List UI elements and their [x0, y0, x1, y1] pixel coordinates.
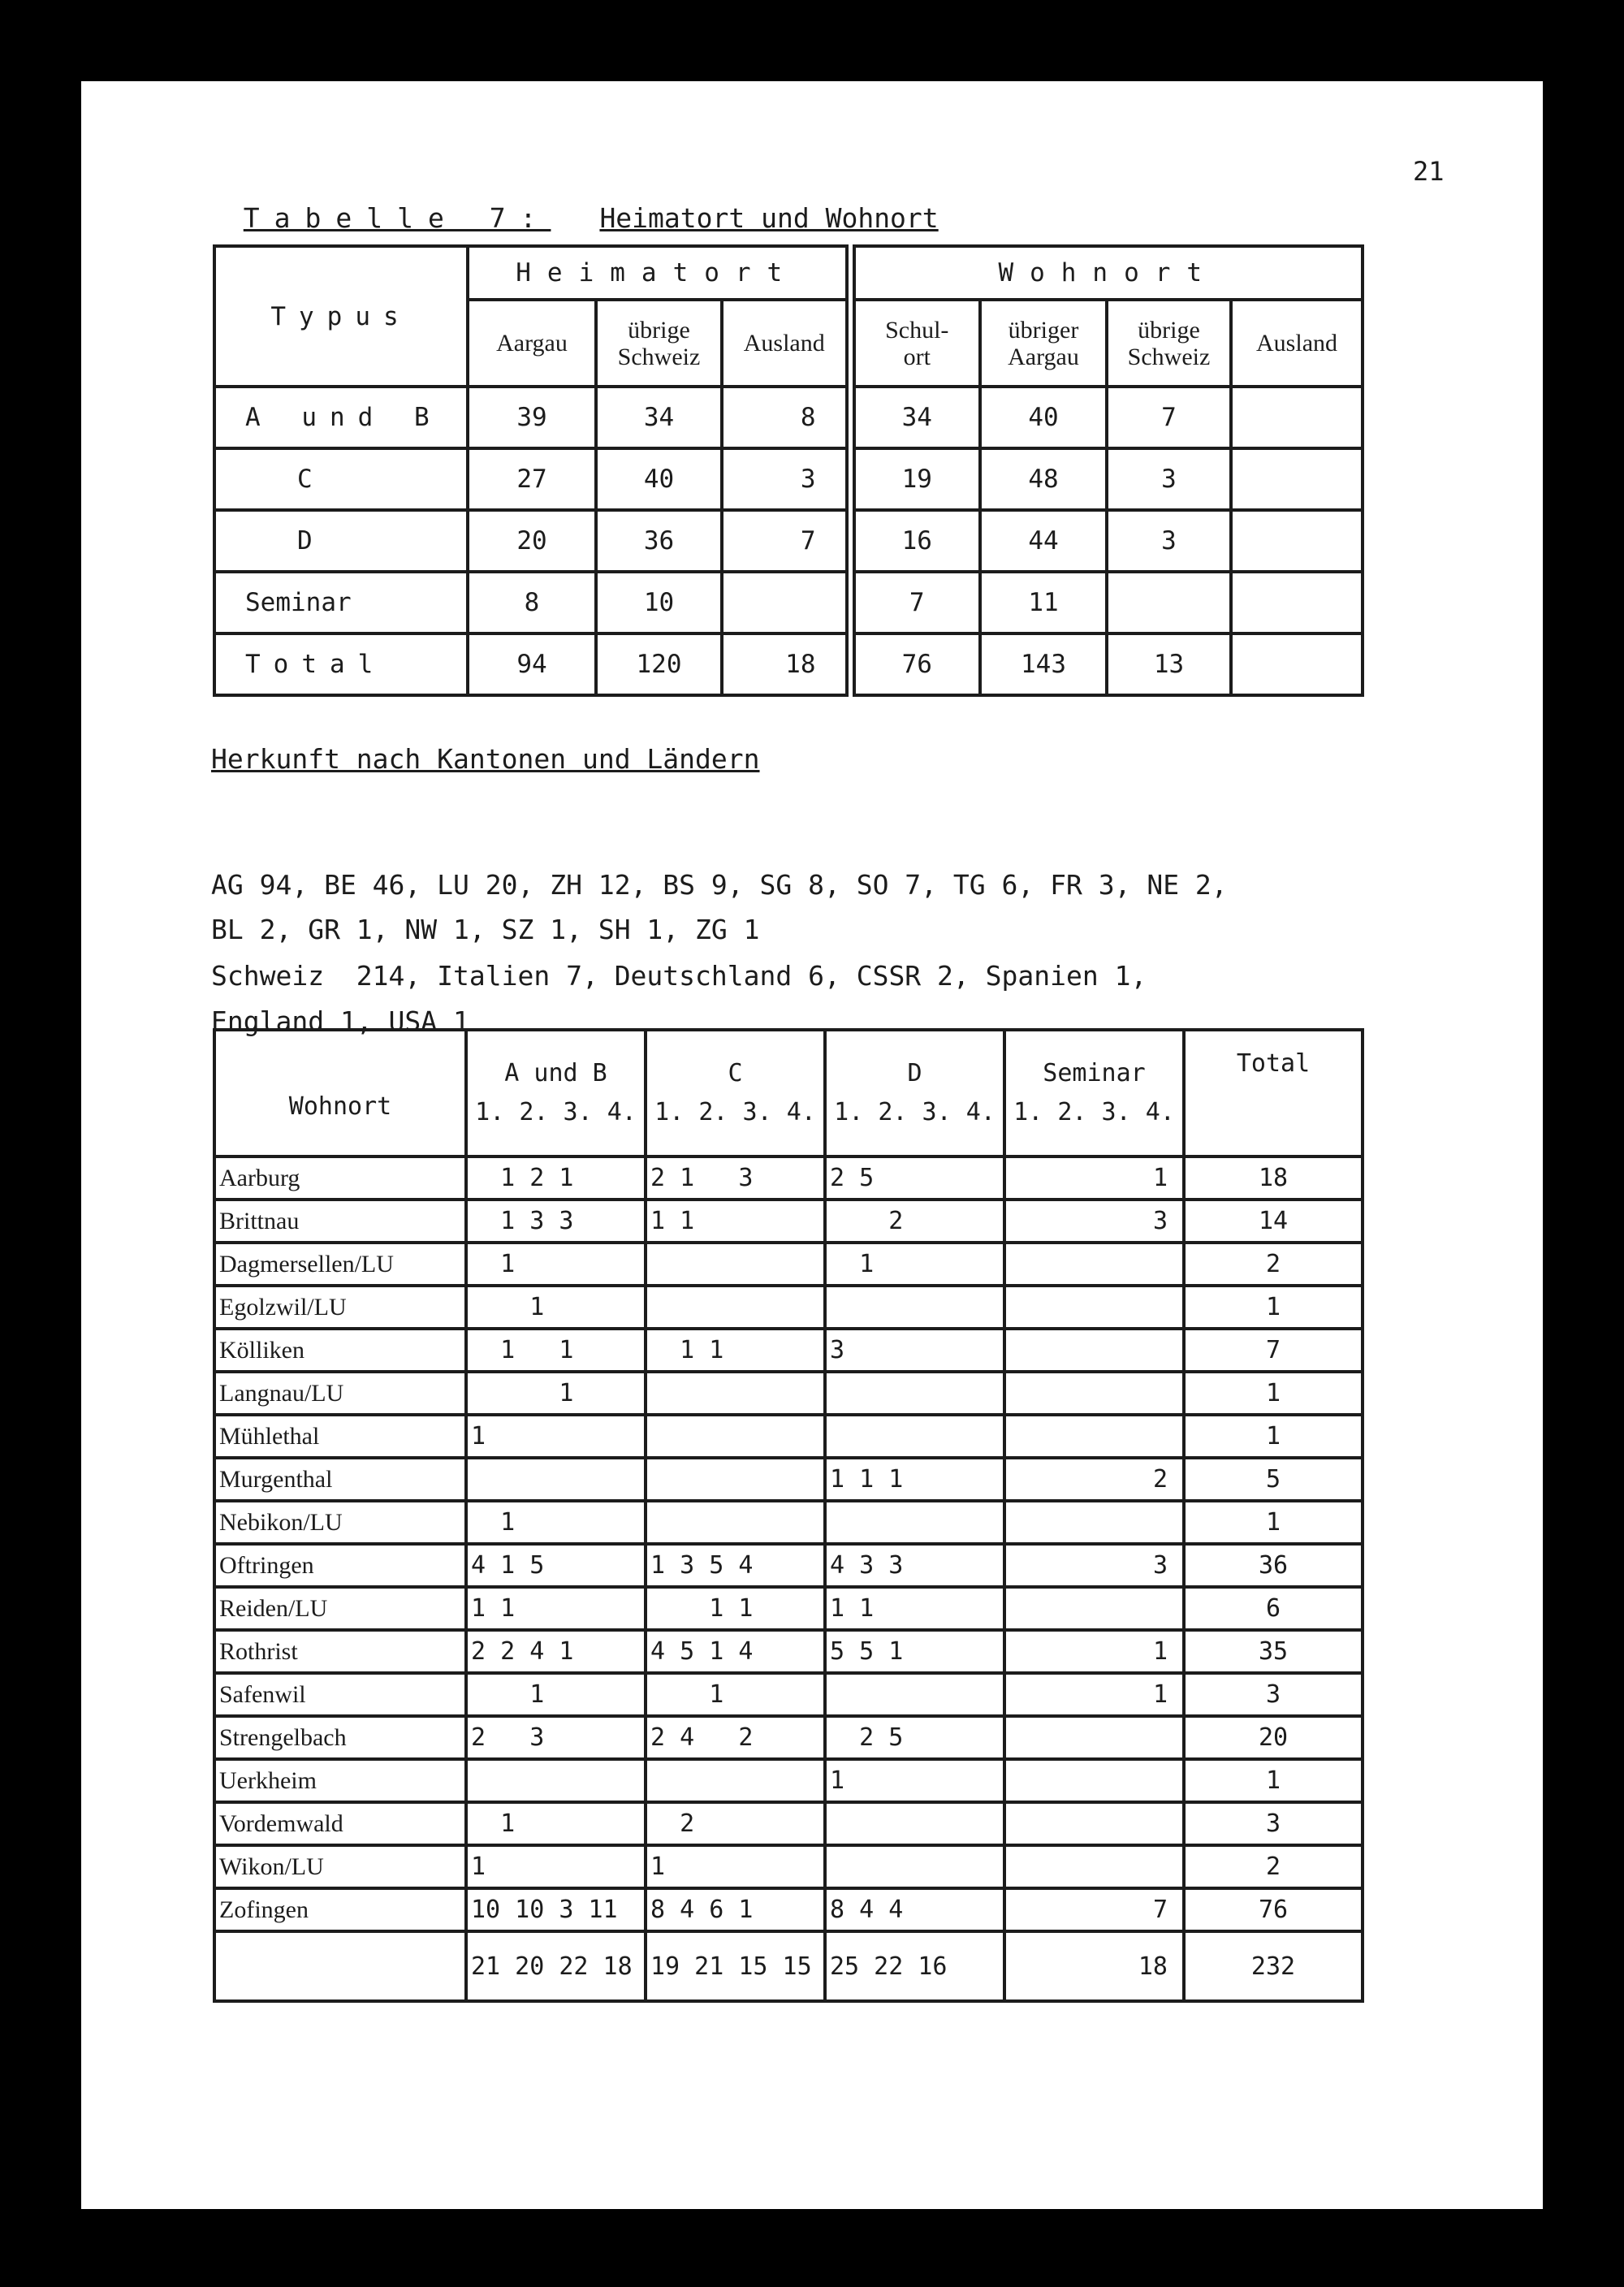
total-cell: 35	[1184, 1630, 1363, 1673]
seminar-cell	[1004, 1286, 1184, 1329]
group-d-cell: 2	[825, 1200, 1004, 1243]
group-header	[825, 1030, 1004, 1156]
group-c-cell	[646, 1458, 825, 1501]
group-header	[466, 1030, 646, 1156]
heimatort-ausland-cell: 3	[722, 448, 850, 510]
group-sub: 1. 2. 3. 4.	[654, 1098, 816, 1126]
table-row	[214, 1415, 1363, 1458]
table-title	[211, 171, 939, 234]
seminar-cell	[1004, 1587, 1184, 1630]
seminar-cell	[1004, 1845, 1184, 1888]
group-header	[646, 1030, 825, 1156]
col-header: Ausland	[722, 300, 850, 387]
wohnort-aargau-cell: 143	[980, 633, 1107, 695]
wohnort-cell: Brittnau	[214, 1200, 466, 1243]
wohnort-cell	[214, 1931, 466, 2001]
group-ab-cell: 4 1 5	[466, 1544, 646, 1587]
seminar-cell: 3	[1004, 1544, 1184, 1587]
group-d-cell: 3	[825, 1329, 1004, 1372]
wohnort-aargau-cell: 11	[980, 572, 1107, 633]
group-d-cell	[825, 1845, 1004, 1888]
table-row	[214, 1200, 1363, 1243]
wohnort-schulort-cell: 19	[850, 448, 980, 510]
group-sub: 1. 2. 3. 4.	[475, 1098, 637, 1126]
wohnort-cell: Safenwil	[214, 1673, 466, 1716]
wohnort-schulort-cell: 7	[850, 572, 980, 633]
typus-header: Typus	[214, 246, 468, 387]
group-ab-cell: 1	[466, 1243, 646, 1286]
group-c-cell: 2	[646, 1802, 825, 1845]
group-header	[1004, 1030, 1184, 1156]
seminar-cell: 7	[1004, 1888, 1184, 1931]
wohnort-aargau-cell: 40	[980, 387, 1107, 448]
typus-cell: D	[214, 510, 468, 572]
group-c-cell	[646, 1415, 825, 1458]
wohnort-ausland-cell	[1231, 510, 1363, 572]
seminar-cell: 1	[1004, 1673, 1184, 1716]
group-c-cell: 1 1	[646, 1329, 825, 1372]
total-cell: 20	[1184, 1716, 1363, 1759]
wohnort-cell: Egolzwil/LU	[214, 1286, 466, 1329]
group-ab-cell: 2 3	[466, 1716, 646, 1759]
col-header: Aargau	[468, 300, 596, 387]
heimatort-ausland-cell: 7	[722, 510, 850, 572]
total-cell: 3	[1184, 1802, 1363, 1845]
seminar-cell	[1004, 1415, 1184, 1458]
total-cell: 1	[1184, 1286, 1363, 1329]
wohnort-schweiz-cell	[1107, 572, 1231, 633]
herkunft-line: Schweiz 214, Italien 7, Deutschland 6, CSSR 2, Spanien 1,	[211, 960, 1147, 992]
group-c-cell: 1	[646, 1673, 825, 1716]
table-row	[214, 1716, 1363, 1759]
heimatort-schweiz-cell: 34	[596, 387, 722, 448]
table-row	[214, 1544, 1363, 1587]
group-sub: 1. 2. 3. 4.	[834, 1098, 996, 1126]
heimatort-schweiz-cell: 36	[596, 510, 722, 572]
table-row	[214, 1759, 1363, 1802]
total-cell: 232	[1184, 1931, 1363, 2001]
col-header: übriger Aargau	[980, 300, 1107, 387]
table-row	[214, 1501, 1363, 1544]
seminar-cell	[1004, 1329, 1184, 1372]
wohnort-ausland-cell	[1231, 387, 1363, 448]
total-cell: 7	[1184, 1329, 1363, 1372]
group-d-cell	[825, 1415, 1004, 1458]
group-c-cell: 1 1	[646, 1587, 825, 1630]
total-cell: 14	[1184, 1200, 1363, 1243]
heimatort-aargau-cell: 39	[468, 387, 596, 448]
group-d-cell: 8 4 4	[825, 1888, 1004, 1931]
group-ab-cell: 1	[466, 1673, 646, 1716]
seminar-cell	[1004, 1759, 1184, 1802]
group-name: D	[907, 1059, 922, 1087]
seminar-cell: 18	[1004, 1931, 1184, 2001]
seminar-cell	[1004, 1501, 1184, 1544]
group-ab-cell: 10 10 3 11	[466, 1888, 646, 1931]
heimatort-schweiz-cell: 10	[596, 572, 722, 633]
group-d-cell	[825, 1802, 1004, 1845]
table-row	[214, 1329, 1363, 1372]
total-cell: 5	[1184, 1458, 1363, 1501]
table-row	[214, 1845, 1363, 1888]
heimatort-aargau-cell: 20	[468, 510, 596, 572]
wohnort-ausland-cell	[1231, 448, 1363, 510]
heimatort-schweiz-cell: 40	[596, 448, 722, 510]
group-d-cell: 5 5 1	[825, 1630, 1004, 1673]
seminar-cell	[1004, 1372, 1184, 1415]
table-row	[214, 1587, 1363, 1630]
heimatort-aargau-cell: 94	[468, 633, 596, 695]
wohnort-cell: Langnau/LU	[214, 1372, 466, 1415]
seminar-cell	[1004, 1716, 1184, 1759]
table-row	[214, 1156, 1363, 1200]
table-row	[214, 510, 1363, 572]
group-c-cell: 1 1	[646, 1200, 825, 1243]
group-d-cell: 25 22 16	[825, 1931, 1004, 2001]
table-row	[214, 1372, 1363, 1415]
table-row	[214, 1630, 1363, 1673]
table-caption: Heimatort und Wohnort	[599, 202, 939, 234]
group-c-cell: 8 4 6 1	[646, 1888, 825, 1931]
wohnort-cell: Dagmersellen/LU	[214, 1243, 466, 1286]
table-row	[214, 1286, 1363, 1329]
table-row	[214, 1243, 1363, 1286]
heimatort-header: Heimatort	[468, 246, 850, 300]
group-ab-cell: 2 2 4 1	[466, 1630, 646, 1673]
group-ab-cell: 1 3 3	[466, 1200, 646, 1243]
table-row	[214, 633, 1363, 695]
group-sub: 1. 2. 3. 4.	[1013, 1098, 1175, 1126]
group-ab-cell: 1	[466, 1802, 646, 1845]
seminar-cell	[1004, 1802, 1184, 1845]
group-c-cell: 1	[646, 1845, 825, 1888]
wohnort-cell: Mühlethal	[214, 1415, 466, 1458]
wohnort-cell: Nebikon/LU	[214, 1501, 466, 1544]
group-d-cell	[825, 1673, 1004, 1716]
wohnort-cell: Reiden/LU	[214, 1587, 466, 1630]
wohnort-ausland-cell	[1231, 572, 1363, 633]
total-cell: 18	[1184, 1156, 1363, 1200]
group-ab-cell: 1	[466, 1286, 646, 1329]
table-row	[214, 1802, 1363, 1845]
group-name: C	[728, 1059, 743, 1087]
col-header: übrige Schweiz	[596, 300, 722, 387]
wohnort-cell: Strengelbach	[214, 1716, 466, 1759]
herkunft-line: BL 2, GR 1, NW 1, SZ 1, SH 1, ZG 1	[211, 914, 760, 945]
table-row	[214, 1888, 1363, 1931]
seminar-cell: 1	[1004, 1156, 1184, 1200]
seminar-cell: 2	[1004, 1458, 1184, 1501]
total-cell: 6	[1184, 1587, 1363, 1630]
wohnort-schweiz-cell: 7	[1107, 387, 1231, 448]
heimatort-wohnort-table	[213, 244, 1364, 697]
group-d-cell	[825, 1501, 1004, 1544]
group-name: Seminar	[1043, 1059, 1146, 1087]
wohnort-cell: Wikon/LU	[214, 1845, 466, 1888]
heimatort-ausland-cell: 18	[722, 633, 850, 695]
group-d-cell: 1 1	[825, 1587, 1004, 1630]
total-cell: 1	[1184, 1415, 1363, 1458]
seminar-cell: 3	[1004, 1200, 1184, 1243]
typus-cell: Total	[214, 633, 468, 695]
wohnort-schulort-cell: 76	[850, 633, 980, 695]
total-header: Total	[1184, 1030, 1363, 1156]
group-c-cell	[646, 1501, 825, 1544]
herkunft-line: England 1, USA 1	[211, 1005, 469, 1037]
wohnort-schulort-cell: 34	[850, 387, 980, 448]
wohnort-header-label: Wohnort	[288, 1092, 392, 1121]
group-c-cell: 2 1 3	[646, 1156, 825, 1200]
col-header: Schul- ort	[850, 300, 980, 387]
heimatort-ausland-cell	[722, 572, 850, 633]
wohnort-cell: Zofingen	[214, 1888, 466, 1931]
wohnort-cell: Murgenthal	[214, 1458, 466, 1501]
total-cell: 3	[1184, 1673, 1363, 1716]
total-cell: 2	[1184, 1845, 1363, 1888]
group-ab-cell: 1	[466, 1845, 646, 1888]
group-ab-cell	[466, 1759, 646, 1802]
group-ab-cell: 1 1	[466, 1329, 646, 1372]
wohnort-header	[214, 1030, 466, 1156]
herkunft-line: AG 94, BE 46, LU 20, ZH 12, BS 9, SG 8, SO 7, TG 6, FR 3, NE 2,	[211, 869, 1228, 901]
wohnort-cell: Aarburg	[214, 1156, 466, 1200]
seminar-cell	[1004, 1243, 1184, 1286]
wohnort-cell: Vordemwald	[214, 1802, 466, 1845]
group-c-cell	[646, 1286, 825, 1329]
typus-cell: A und B	[214, 387, 468, 448]
col-header: Ausland	[1231, 300, 1363, 387]
wohnort-header: Wohnort	[850, 246, 1363, 300]
total-cell: 1	[1184, 1372, 1363, 1415]
total-cell: 2	[1184, 1243, 1363, 1286]
group-c-cell: 2 4 2	[646, 1716, 825, 1759]
group-c-cell: 1 3 5 4	[646, 1544, 825, 1587]
seminar-cell: 1	[1004, 1630, 1184, 1673]
table-row	[214, 387, 1363, 448]
sum-row	[214, 1931, 1363, 2001]
group-c-cell: 19 21 15 15	[646, 1931, 825, 2001]
group-d-cell: 4 3 3	[825, 1544, 1004, 1587]
group-d-cell: 2 5	[825, 1716, 1004, 1759]
heimatort-aargau-cell: 8	[468, 572, 596, 633]
group-c-cell: 4 5 1 4	[646, 1630, 825, 1673]
total-cell: 1	[1184, 1501, 1363, 1544]
group-c-cell	[646, 1372, 825, 1415]
typus-cell: C	[214, 448, 468, 510]
page-number: 21	[1413, 156, 1445, 187]
group-c-cell	[646, 1759, 825, 1802]
group-ab-cell: 1	[466, 1372, 646, 1415]
table-row	[214, 1673, 1363, 1716]
wohnort-cell: Oftringen	[214, 1544, 466, 1587]
group-d-cell	[825, 1372, 1004, 1415]
wohnort-cell: Rothrist	[214, 1630, 466, 1673]
wohnort-schweiz-cell: 3	[1107, 448, 1231, 510]
group-ab-cell: 1 2 1	[466, 1156, 646, 1200]
total-cell: 76	[1184, 1888, 1363, 1931]
group-d-cell	[825, 1286, 1004, 1329]
group-ab-cell: 1	[466, 1415, 646, 1458]
wohnort-cell: Uerkheim	[214, 1759, 466, 1802]
wohnort-ausland-cell	[1231, 633, 1363, 695]
group-name: A und B	[504, 1059, 607, 1087]
herkunft-title: Herkunft nach Kantonen und Ländern	[211, 743, 760, 775]
group-d-cell: 1	[825, 1759, 1004, 1802]
table-row	[214, 1458, 1363, 1501]
total-cell: 36	[1184, 1544, 1363, 1587]
heimatort-aargau-cell: 27	[468, 448, 596, 510]
group-d-cell: 2 5	[825, 1156, 1004, 1200]
wohnort-schulort-cell: 16	[850, 510, 980, 572]
wohnort-schweiz-cell: 3	[1107, 510, 1231, 572]
wohnort-cell: Kölliken	[214, 1329, 466, 1372]
wohnort-aargau-cell: 44	[980, 510, 1107, 572]
wohnort-schweiz-cell: 13	[1107, 633, 1231, 695]
wohnort-aargau-cell: 48	[980, 448, 1107, 510]
wohnort-class-table	[213, 1028, 1364, 2003]
group-d-cell: 1 1 1	[825, 1458, 1004, 1501]
group-d-cell: 1	[825, 1243, 1004, 1286]
col-header: übrige Schweiz	[1107, 300, 1231, 387]
heimatort-ausland-cell: 8	[722, 387, 850, 448]
total-cell: 1	[1184, 1759, 1363, 1802]
group-ab-cell	[466, 1458, 646, 1501]
group-ab-cell: 1	[466, 1501, 646, 1544]
group-c-cell	[646, 1243, 825, 1286]
typus-cell: Seminar	[214, 572, 468, 633]
table-label: Tabelle 7:	[243, 202, 551, 234]
group-ab-cell: 1 1	[466, 1587, 646, 1630]
table-row	[214, 448, 1363, 510]
heimatort-schweiz-cell: 120	[596, 633, 722, 695]
group-ab-cell: 21 20 22 18	[466, 1931, 646, 2001]
table-row	[214, 572, 1363, 633]
